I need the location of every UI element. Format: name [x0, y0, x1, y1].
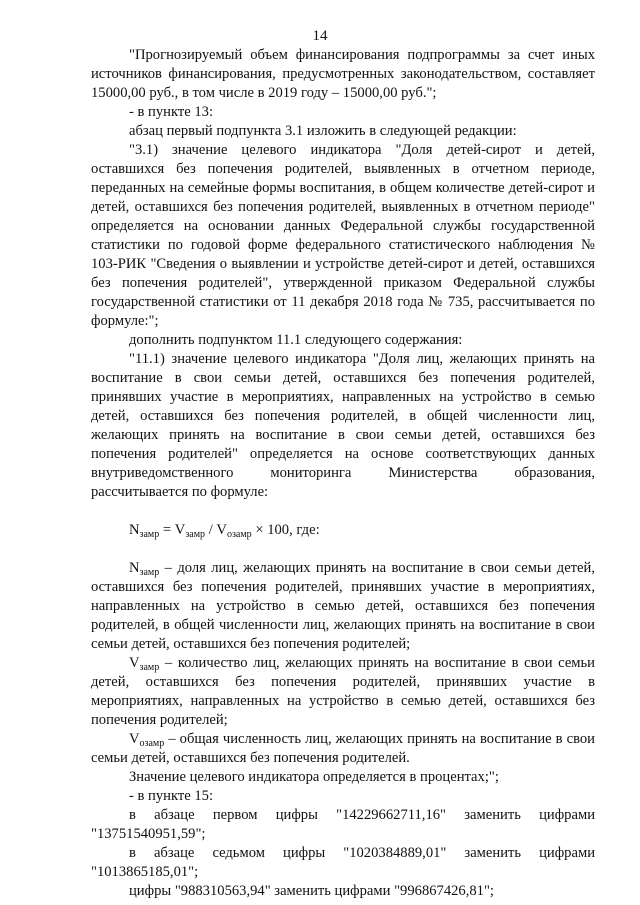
spacer	[91, 502, 595, 521]
formula-n: N	[129, 522, 140, 538]
formula	[91, 521, 595, 540]
paragraph-subitem-3-1-intro: абзац первый подпункта 3.1 изложить в следующей редакции:	[129, 123, 517, 139]
def-vo-sub: озамр	[139, 738, 165, 749]
formula-v2-sub: озамр	[226, 529, 252, 540]
formula-tail: × 100, где:	[251, 522, 320, 538]
spacer	[91, 540, 595, 559]
paragraph-item-15: - в пункте 15:	[129, 788, 214, 804]
formula-v-sub: замр	[185, 529, 206, 540]
paragraph-subitem-3-1: "3.1) значение целевого индикатора "Доля детей-сирот и детей, оставшихся без попечения родителей, выявленных в отчетном периоде, переданных на семейные формы воспитания, в общем количестве детей-сирот и детей, оставшихся без попечения родителей, выявленных в отчетном периоде" определяется на основании данных Федеральной службы государственной статистики по годовой форме федерального статистического наблюдения № 103-РИК "Сведения о выявлении и устройстве детей-сирот и детей, оставшихся без попечения родителей", утвержденной приказом Федеральной службы государственной статистики от 11 декабря 2018 года № 735, рассчитывается по формуле:";	[91, 142, 595, 329]
def-v-symbol: V	[129, 655, 140, 671]
def-v-text: – количество лиц, желающих принять на воспитание в свои семьи детей, оставшихся без попечения родителей, принявших участие в мероприятиях, направленных на устройство в семью детей, оставшихся без попечения родителей;	[91, 655, 595, 728]
formula-eq: =	[159, 522, 175, 538]
def-n-sub: замр	[139, 567, 160, 578]
def-v-sub: замр	[139, 662, 160, 673]
formula-n-sub: замр	[139, 529, 160, 540]
paragraph-subitem-11-1: "11.1) значение целевого индикатора "Доля лиц, желающих принять на воспитание в свои семьи детей, оставшихся без попечения родителей, принявших участие в мероприятиях, направленных на устройство в семью детей, оставшихся без попечения родителей, в общей численности лиц, желающих принять на воспитание в свои семьи детей, оставшихся без попечения родителей" определяется на основе соответствующих данных внутриведомственного мониторинга Министерства образования, рассчитывается по формуле:	[91, 351, 595, 500]
def-n-symbol: N	[129, 560, 140, 576]
paragraph-digits: цифры "988310563,94" заменить цифрами "996867426,81";	[129, 883, 494, 899]
document-body	[91, 46, 595, 901]
definition-n	[91, 559, 595, 654]
paragraph-financing: "Прогнозируемый объем финансирования подпрограммы за счет иных источников финансирования, предусмотренных законодательством, составляет 15000,00 руб., в том числе в 2019 году – 15000,00 руб.";	[91, 47, 595, 101]
formula-v: V	[174, 522, 186, 538]
paragraph-add-11-1: дополнить подпунктом 11.1 следующего содержания:	[129, 332, 463, 348]
definition-v	[91, 654, 595, 730]
def-vo-symbol: V	[129, 731, 140, 747]
def-vo-text: – общая численность лиц, желающих принять на воспитание в свои семьи детей, оставшихся без попечения родителей.	[91, 731, 595, 766]
paragraph-abzac-7: в абзаце седьмом цифры "1020384889,01" заменить цифрами "1013865185,01";	[91, 845, 595, 880]
definition-vo	[91, 730, 595, 768]
paragraph-abzac-1: в абзаце первом цифры "14229662711,16" заменить цифрами "13751540951,59";	[91, 807, 595, 842]
def-n-text: – доля лиц, желающих принять на воспитание в свои семьи детей, оставшихся без попечения родителей, принявших участие в мероприятиях, направленных на устройство в семью детей, оставшихся без попечения родителей, в общей численности лиц, желающих принять на воспитание в свои семьи детей, оставшихся без попечения родителей;	[91, 560, 595, 652]
formula-v2: V	[216, 522, 227, 538]
paragraph-percent: Значение целевого индикатора определяется в процентах;";	[129, 769, 499, 785]
paragraph-item-13: - в пункте 13:	[129, 104, 214, 120]
page-number: 14	[312, 28, 328, 44]
formula-div: /	[205, 522, 217, 538]
